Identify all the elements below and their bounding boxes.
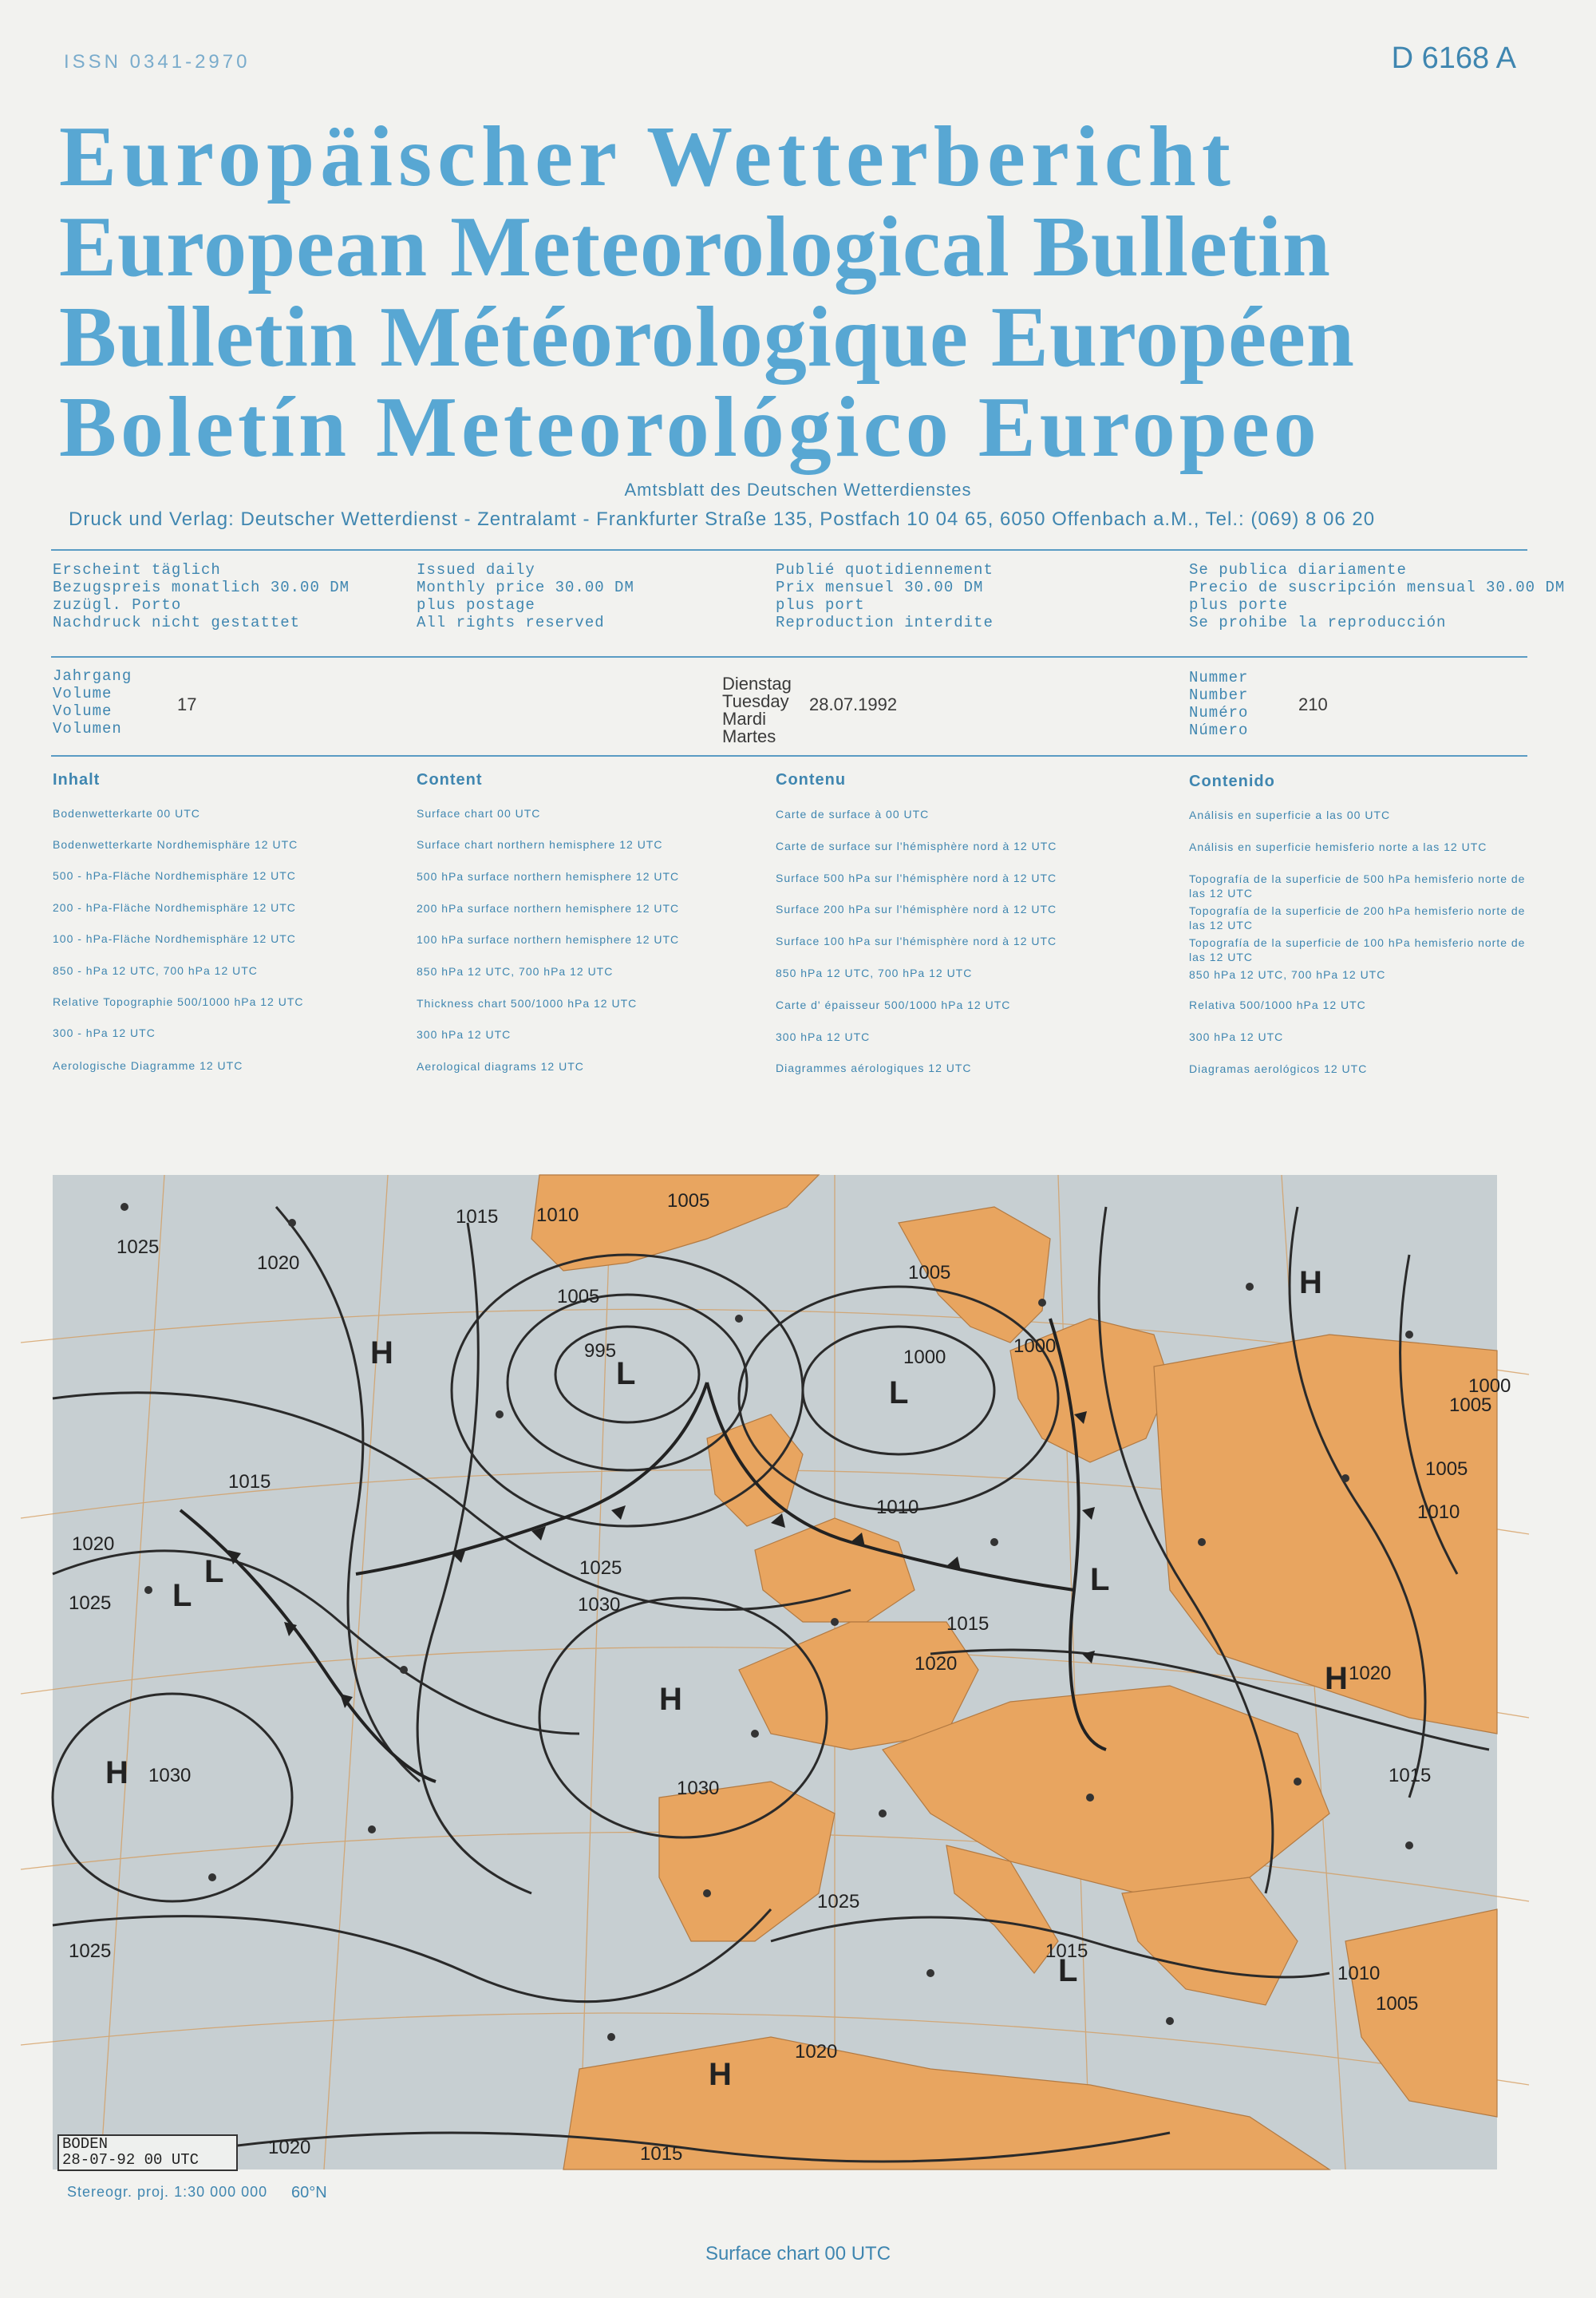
contents-row-fr: Surface 100 hPa sur l'hémisphère nord à 12 UTC [776, 935, 1057, 947]
high-pressure-center: H [105, 1755, 128, 1790]
contents-row-fr: Carte de surface à 00 UTC [776, 808, 930, 821]
contents-row-es: 300 hPa 12 UTC [1189, 1030, 1284, 1043]
number-value: 210 [1298, 694, 1328, 714]
isobar-label: 1015 [1389, 1765, 1432, 1786]
day-french: Mardi [722, 709, 767, 729]
isobar-label: 1025 [69, 1940, 112, 1962]
contents-header-english: Content [417, 771, 483, 789]
isobar-label: 1005 [908, 1262, 951, 1283]
low-pressure-center: L [1058, 1953, 1078, 1988]
low-pressure-center: L [1090, 1562, 1110, 1597]
subtitle: Amtsblatt des Deutschen Wetterdienstes [624, 480, 972, 500]
isobar-label: 1025 [69, 1592, 112, 1614]
contents-row-en: Thickness chart 500/1000 hPa 12 UTC [417, 997, 638, 1010]
divider [51, 549, 1527, 551]
publisher-line: Druck und Verlag: Deutscher Wetterdienst - Zentralamt - Frankfurter Straße 135, Postfach 10 04 65, 6050 Offenbach a.M., Tel.: (069) 8 06 20 [69, 508, 1376, 530]
contents-row-es: Diagramas aerológicos 12 UTC [1189, 1062, 1368, 1075]
volume-value: 17 [177, 694, 197, 714]
day-german: Dienstag [722, 674, 792, 694]
contents-row-es: Análisis en superficie hemisferio norte a las 12 UTC [1189, 840, 1487, 853]
contents-row-es: Análisis en superficie a las 00 UTC [1189, 809, 1391, 821]
map-stamp [57, 2134, 238, 2171]
isobar-label: 1010 [876, 1497, 919, 1518]
isobar-label: 1010 [1417, 1501, 1460, 1523]
isobar-label: 1015 [228, 1471, 271, 1493]
isobar-label: 1020 [268, 2137, 311, 2158]
isobar-label: 1000 [903, 1347, 946, 1368]
volume-labels: Jahrgang Volume Volume Volumen [53, 667, 132, 738]
isobar-label: 1015 [640, 2143, 683, 2165]
contents-row-en: 100 hPa surface northern hemisphere 12 UTC [417, 933, 680, 946]
contents-row-fr: Carte d' épaisseur 500/1000 hPa 12 UTC [776, 999, 1011, 1011]
isobar-label: 1005 [1376, 1993, 1419, 2015]
contents-row-de: 500 - hPa-Fläche Nordhemisphäre 12 UTC [53, 869, 296, 882]
contents-row-de: Bodenwetterkarte 00 UTC [53, 807, 200, 820]
contents-row-de: 300 - hPa 12 UTC [53, 1026, 156, 1039]
contents-row-de: Relative Topographie 500/1000 hPa 12 UTC [53, 995, 304, 1008]
stamp-line-2: 28-07-92 00 UTC [62, 2151, 200, 2169]
contents-row-en: 850 hPa 12 UTC, 700 hPa 12 UTC [417, 965, 614, 978]
date-days [722, 675, 792, 746]
isobar-label: 1030 [677, 1778, 720, 1799]
isobar-label: 1030 [578, 1594, 621, 1616]
isobar-label: 1010 [536, 1204, 579, 1226]
isobar-label: 1020 [795, 2041, 838, 2063]
contents-row-es: 850 hPa 12 UTC, 700 hPa 12 UTC [1189, 968, 1386, 981]
isobar-label: 1025 [117, 1236, 160, 1258]
terms-spanish: Se publica diariamente Precio de suscripción mensual 30.00 DM plus porte Se prohibe la reproducción [1189, 561, 1566, 631]
contents-row-de: 200 - hPa-Fläche Nordhemisphäre 12 UTC [53, 901, 296, 914]
isobar-label: 1025 [579, 1557, 622, 1579]
title-spanish: Boletín Meteorológico Europeo [59, 380, 1321, 475]
low-pressure-center: L [204, 1554, 224, 1589]
contents-row-es: Topografía de la superficie de 500 hPa hemisferio norte de las 12 UTC [1189, 872, 1526, 900]
terms-german: Erscheint täglich Bezugspreis monatlich 30.00 DM zuzügl. Porto Nachdruck nicht gestattet [53, 561, 350, 631]
title-english: European Meteorological Bulletin [59, 200, 1331, 295]
contents-header-french: Contenu [776, 771, 847, 789]
isobar-label: 1020 [72, 1533, 115, 1555]
isobar-label: 1020 [1349, 1663, 1392, 1684]
high-pressure-center: H [1325, 1661, 1348, 1696]
isobar-label: 1015 [1045, 1940, 1088, 1962]
contents-row-de: 100 - hPa-Fläche Nordhemisphäre 12 UTC [53, 932, 296, 945]
day-spanish: Martes [722, 726, 776, 746]
contents-row-de: Aerologische Diagramme 12 UTC [53, 1059, 243, 1072]
title-german: Europäischer Wetterbericht [59, 109, 1236, 204]
day-english: Tuesday [722, 691, 789, 711]
contents-row-en: 200 hPa surface northern hemisphere 12 UTC [417, 902, 680, 915]
isobar-label: 1010 [1337, 1963, 1381, 1984]
divider [51, 755, 1527, 757]
contents-row-de: Bodenwetterkarte Nordhemisphäre 12 UTC [53, 838, 298, 851]
stamp-line-1: BODEN [62, 2135, 109, 2153]
surface-weather-map [53, 1175, 1511, 2169]
isobar-label: 995 [584, 1340, 617, 1362]
title-french: Bulletin Météorologique Européen [59, 290, 1355, 385]
low-pressure-center: L [889, 1375, 909, 1410]
isobar-label: 1000 [1013, 1335, 1057, 1357]
number-labels: Nummer Number Numéro Número [1189, 669, 1249, 739]
low-pressure-center: L [172, 1578, 192, 1613]
isobar-label: 1015 [456, 1206, 499, 1228]
date-value: 28.07.1992 [809, 694, 898, 714]
isobar-label: 1025 [817, 1891, 860, 1912]
contents-row-es: Topografía de la superficie de 100 hPa hemisferio norte de las 12 UTC [1189, 936, 1526, 963]
contents-row-en: 500 hPa surface northern hemisphere 12 UTC [417, 870, 680, 883]
contents-row-fr: Diagrammes aérologiques 12 UTC [776, 1062, 972, 1074]
isobar-label: 1000 [1468, 1375, 1511, 1397]
contents-row-de: 850 - hPa 12 UTC, 700 hPa 12 UTC [53, 964, 258, 977]
isobar-label: 1005 [557, 1286, 600, 1307]
isobar-label: 1030 [148, 1765, 192, 1786]
contents-row-es: Relativa 500/1000 hPa 12 UTC [1189, 999, 1366, 1011]
contents-row-fr: Carte de surface sur l'hémisphère nord à 12 UTC [776, 840, 1057, 852]
isobar-label: 1005 [667, 1190, 710, 1212]
contents-row-en: Surface chart 00 UTC [417, 807, 541, 820]
low-pressure-center: L [616, 1356, 636, 1391]
high-pressure-center: H [659, 1682, 682, 1717]
contents-row-en: Aerological diagrams 12 UTC [417, 1060, 584, 1073]
isobar-label: 1020 [915, 1653, 958, 1675]
contents-row-fr: 300 hPa 12 UTC [776, 1030, 871, 1043]
isobar-label: 1005 [1425, 1458, 1468, 1480]
weather-map-graphic [53, 1175, 1511, 2169]
map-latitude: 60°N [291, 2184, 327, 2201]
high-pressure-center: H [370, 1335, 393, 1370]
terms-french: Publié quotidiennement Prix mensuel 30.00 DM plus port Reproduction interdite [776, 561, 994, 631]
isobar-label: 1015 [946, 1613, 990, 1635]
contents-row-en: 300 hPa 12 UTC [417, 1028, 512, 1041]
contents-header-spanish: Contenido [1189, 773, 1275, 790]
contents-row-fr: Surface 500 hPa sur l'hémisphère nord à 12 UTC [776, 872, 1057, 884]
contents-row-es: Topografía de la superficie de 200 hPa hemisferio norte de las 12 UTC [1189, 904, 1526, 931]
high-pressure-center: H [709, 2057, 732, 2092]
contents-row-en: Surface chart northern hemisphere 12 UTC [417, 838, 663, 851]
contents-row-fr: 850 hPa 12 UTC, 700 hPa 12 UTC [776, 967, 973, 979]
terms-english: Issued daily Monthly price 30.00 DM plus postage All rights reserved [417, 561, 634, 631]
map-projection: Stereogr. proj. 1:30 000 000 [67, 2184, 268, 2200]
isobar-label: 1005 [1449, 1394, 1492, 1416]
isobar-label: 1020 [257, 1252, 300, 1274]
issn: ISSN 0341-2970 [64, 51, 251, 73]
divider [51, 656, 1527, 658]
fronts [180, 1319, 1106, 1782]
publication-id: D 6168 A [1391, 42, 1516, 75]
map-caption: Surface chart 00 UTC [705, 2243, 891, 2264]
contents-row-fr: Surface 200 hPa sur l'hémisphère nord à 12 UTC [776, 903, 1057, 916]
contents-header-german: Inhalt [53, 771, 101, 789]
high-pressure-center: H [1299, 1265, 1322, 1300]
